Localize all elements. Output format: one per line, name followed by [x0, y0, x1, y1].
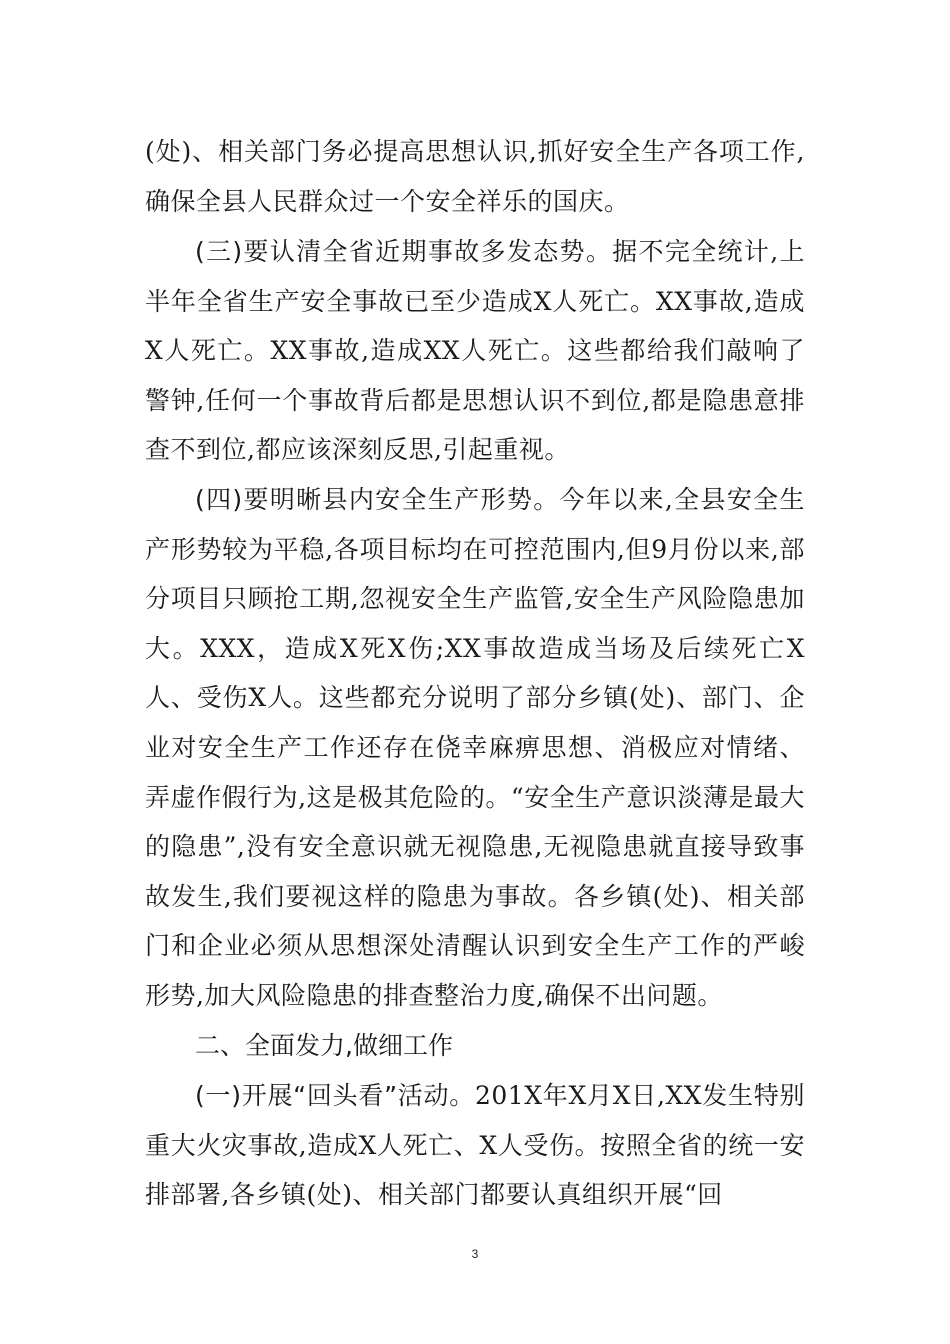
- paragraph-one: [145, 1071, 805, 1220]
- paragraph-lead: (四)要明晰县内安全生产形势。: [195, 485, 560, 514]
- paragraph-lead: (三)要认清全省近期事故多发态势。: [195, 237, 613, 266]
- paragraph-text: 201X年X月X日,XX发生特别重大火灾事故,造成X人死亡、X人受伤。按照全省的统一安排部署,各乡镇(处)、相关部门都要认真组织开展“回: [145, 1081, 805, 1210]
- paragraph-continuation: [145, 127, 805, 226]
- paragraph-lead: (一)开展“回头看”活动。: [195, 1081, 475, 1110]
- paragraph-text: 据不完全统计,上半年全省生产安全事故已至少造成X人死亡。XX事故,造成X人死亡。XX事故,造成XX人死亡。这些都给我们敲响了警钟,任何一个事故背后都是思想认识不到位,都是隐患意排查不到位,都应该深刻反思,引起重视。: [145, 237, 805, 465]
- section-heading: 二、全面发力,做细工作: [195, 1031, 453, 1060]
- paragraph-text: 今年以来,全县安全生产形势较为平稳,各项目标均在可控范围内,但9月份以来,部分项目只顾抢工期,忽视安全生产监管,安全生产风险隐患加大。XXX，造成X死X伤;XX事故造成当场及后续死亡X人、受伤X人。这些都充分说明了部分乡镇(处)、部门、企业对安全生产工作还存在侥幸麻痹思想、消极应对情绪、弄虚作假行为,这是极其危险的。“安全生产意识淡薄是最大的隐患”,没有安全意识就无视隐患,无视隐患就直接导致事故发生,我们要视这样的隐患为事故。各乡镇(处)、相关部门和企业必须从思想深处清醒认识到安全生产工作的严峻形势,加大风险隐患的排查整治力度,确保不出问题。: [145, 485, 805, 1010]
- page-number: 3: [471, 1247, 479, 1261]
- paragraph-four: [145, 475, 805, 1021]
- paragraph-text: (处)、相关部门务必提高思想认识,抓好安全生产各项工作,确保全县人民群众过一个安全祥乐的国庆。: [145, 137, 805, 216]
- paragraph-three: [145, 227, 805, 475]
